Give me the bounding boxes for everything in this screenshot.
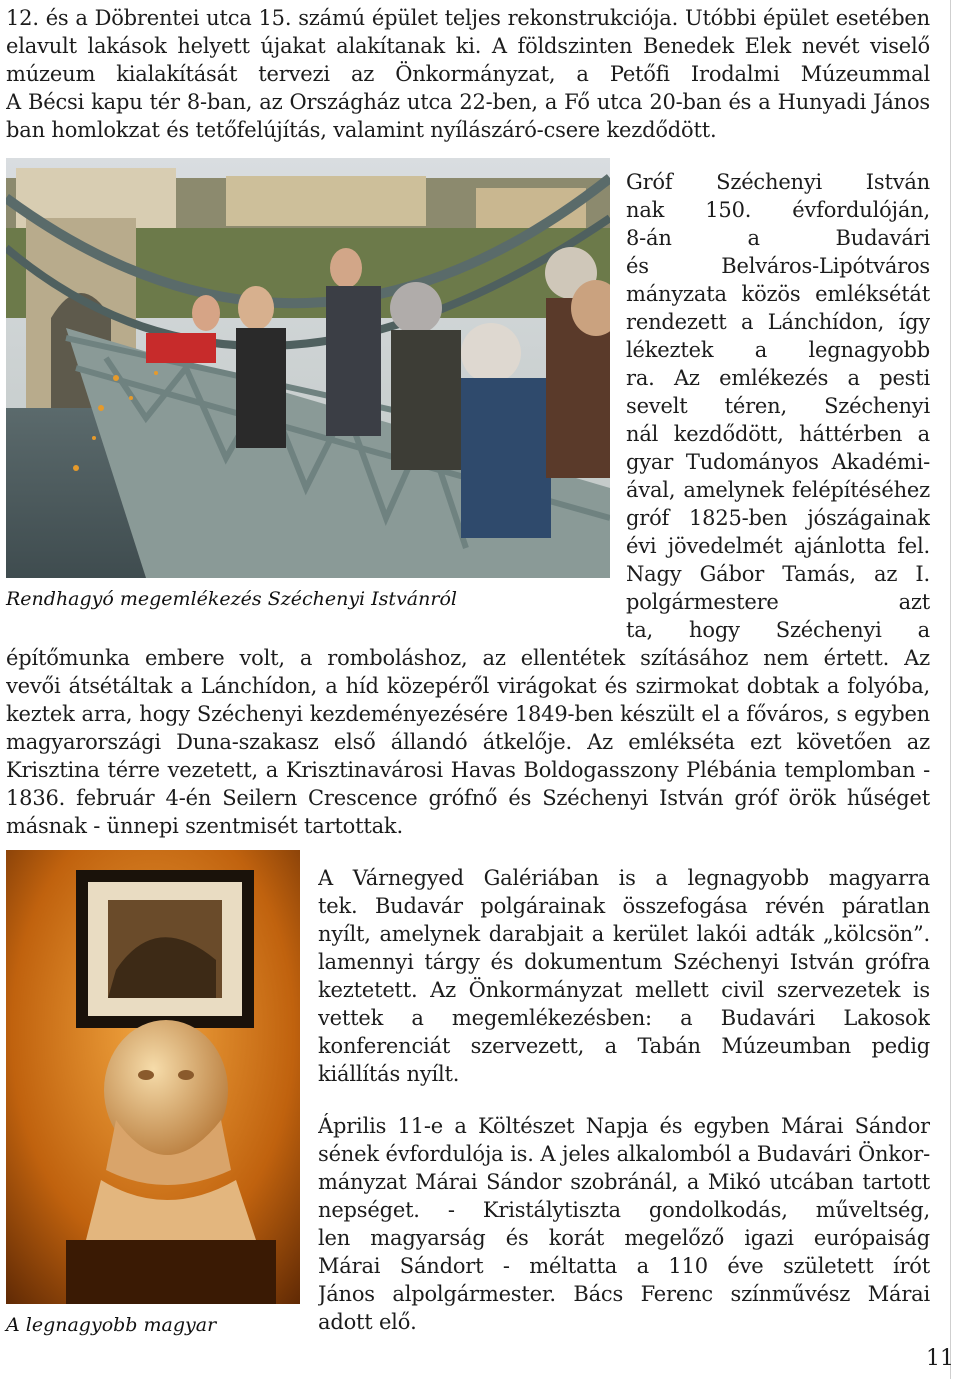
chain-bridge-photo	[6, 158, 610, 578]
marai-line: Márai Sándort - méltatta a 110 éve született írót	[318, 1254, 930, 1278]
page-edge-rule	[950, 0, 951, 1379]
body-line: 1836. február 4-én Seilern Crescence grófnő és Széchenyi István gróf örök hűséget	[6, 786, 930, 810]
body-line: magyarországi Duna-szakasz első állandó átkelője. Az emlékséta ezt követően az	[6, 730, 930, 754]
intro-line: A Bécsi kapu tér 8-ban, az Országház utca 22-ben, a Fő utca 20-ban és a Hunyadi János	[6, 90, 930, 114]
page-number: 11	[926, 1346, 954, 1371]
gallery-line: lamennyi tárgy és dokumentum Széchenyi István grófra	[318, 950, 930, 974]
marai-line: mányzat Márai Sándor szobránál, a Mikó utcában tartott	[318, 1170, 930, 1194]
marai-line: adott elő.	[318, 1310, 417, 1334]
right-column-line: nak 150. évfordulóján,	[626, 198, 930, 222]
right-column-line: lékeztek a legnagyobb	[626, 338, 930, 362]
right-column-line: Nagy Gábor Tamás, az I.	[626, 562, 930, 586]
right-column-line: 8-án a Budavári	[626, 226, 930, 250]
marai-line: sének évfordulója is. A jeles alkalomból a Budavári Önkor-	[318, 1142, 930, 1166]
right-column-line: Gróf Széchenyi István	[626, 170, 930, 194]
gallery-line: keztetett. Az Önkormányzat mellett civil szervezetek is	[318, 978, 930, 1002]
gallery-line: vettek a megemlékezésben: a Budavári Lakosok	[318, 1006, 930, 1030]
right-column-line: évi jövedelmét ajánlotta fel.	[626, 534, 930, 558]
gallery-line: konferenciát szervezett, a Tabán Múzeumban pedig	[318, 1034, 930, 1058]
bust-photo-caption: A legnagyobb magyar	[6, 1314, 217, 1336]
body-line: építőmunka embere volt, a romboláshoz, az ellentétek szításához nem értett. Az	[6, 646, 930, 670]
right-column-line: sevelt téren, Széchenyi	[626, 394, 930, 418]
body-line: vevői átsétáltak a Lánchídon, a híd közepéről virágokat és szirmokat dobtak a folyóba,	[6, 674, 930, 698]
right-column-line: rendezett a Lánchídon, így	[626, 310, 930, 334]
gallery-line: nyílt, amelynek darabjait a kerület lakói adták „kölcsön”.	[318, 922, 930, 946]
right-column-line: nál kezdődött, háttérben a	[626, 422, 930, 446]
intro-line: múzeum kialakítását tervezi az Önkormányzat, a Petőfi Irodalmi Múzeummal	[6, 62, 930, 86]
marai-line: len magyarság és korát megelőző igazi európaiság	[318, 1226, 930, 1250]
right-column-line: mányzata közös emléksétát	[626, 282, 930, 306]
gallery-line: kiállítás nyílt.	[318, 1062, 460, 1086]
right-column-line: gróf 1825-ben jószágainak	[626, 506, 930, 530]
marai-line: Április 11-e a Költészet Napja és egyben Márai Sándor	[318, 1114, 930, 1138]
intro-line: elavult lakások helyett újakat alakítanak ki. A földszinten Benedek Elek nevét viselő	[6, 34, 930, 58]
szechenyi-bust-photo	[6, 850, 300, 1304]
body-line: keztek arra, hogy Széchenyi kezdeményezésére 1849-ben készült el a főváros, s egyben	[6, 702, 930, 726]
right-column-line: ra. Az emlékezés a pesti	[626, 366, 930, 390]
right-column-line: ával, amelynek felépítéséhez	[626, 478, 930, 502]
right-column-line: polgármestere azt	[626, 590, 930, 614]
marai-line: János alpolgármester. Bács Ferenc színművész Márai	[318, 1282, 930, 1306]
intro-line: ban homlokzat és tetőfelújítás, valamint nyílászáró-csere kezdődött.	[6, 118, 717, 142]
right-column-line: és Belváros-Lipótváros	[626, 254, 930, 278]
right-column-line: ta, hogy Széchenyi a	[626, 618, 930, 642]
body-line: Krisztina térre vezetett, a Krisztinavárosi Havas Boldogasszony Plébánia templomban -	[6, 758, 930, 782]
marai-line: nepséget. - Kristálytiszta gondolkodás, műveltség,	[318, 1198, 930, 1222]
gallery-line: A Várnegyed Galériában is a legnagyobb magyarra	[318, 866, 930, 890]
intro-line: 12. és a Döbrentei utca 15. számú épület teljes rekonstrukciója. Utóbbi épület esetében	[6, 6, 930, 30]
gallery-line: tek. Budavár polgárainak összefogása révén páratlan	[318, 894, 930, 918]
bridge-photo-caption: Rendhagyó megemlékezés Széchenyi Istvánról	[6, 588, 457, 610]
right-column-line: gyar Tudományos Akadémi-	[626, 450, 930, 474]
body-line: másnak - ünnepi szentmisét tartottak.	[6, 814, 403, 838]
